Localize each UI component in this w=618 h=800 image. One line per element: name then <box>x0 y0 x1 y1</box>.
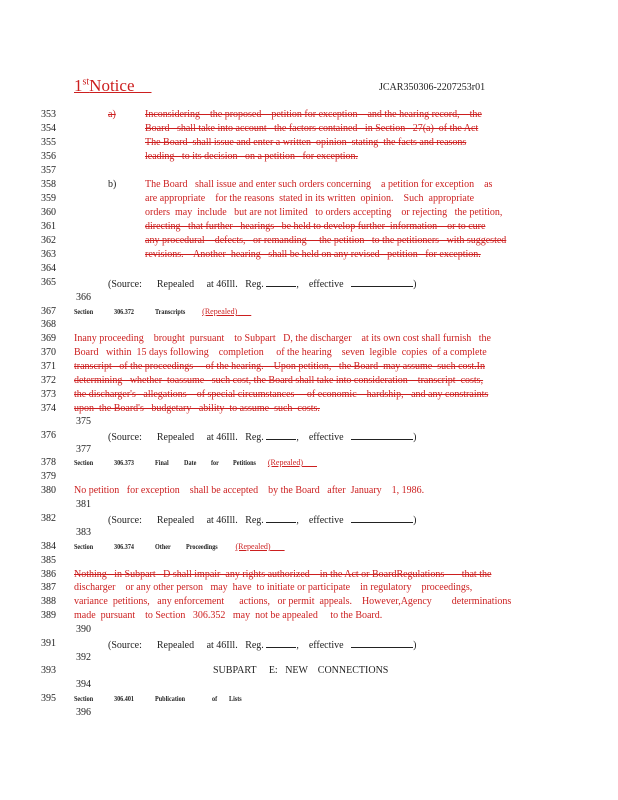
section-heading-372 <box>74 306 251 318</box>
para-b-label: b) <box>108 179 117 190</box>
other-line: discharger or any other person may have to initiate or participate in regulatory proceedings, <box>74 582 473 593</box>
transcripts-struck-line: upon the Board's budgetary ability to assume such costs. <box>74 403 320 414</box>
source-effective: effective <box>308 279 344 290</box>
para-b-line: orders may include but are not limited to orders accepting or rejecting the petition, <box>145 207 503 218</box>
line-number: 390 <box>76 624 91 635</box>
line-number: 369 <box>41 333 56 344</box>
section-status: (Repealed) <box>235 542 271 551</box>
section-title-word: Final <box>154 458 169 467</box>
source-at: at 46Ill. <box>206 640 238 651</box>
para-a-line: The Board shall issue and enter a written opinion stating the facts and reasons <box>145 137 467 148</box>
line-number: 394 <box>76 679 91 690</box>
source-close: ) <box>413 515 417 526</box>
source-repealed: Repealed <box>156 279 195 290</box>
section-word: Section <box>74 307 94 316</box>
source-effective: effective <box>308 515 344 526</box>
para-a-label: a) <box>108 109 116 120</box>
section-title-word: Petitions <box>233 458 257 467</box>
other-line: made pursuant to Section 306.352 may not be appealed to the Board. <box>74 610 383 621</box>
source-at: at 46Ill. <box>206 279 238 290</box>
line-number: 375 <box>76 416 91 427</box>
para-a-line: Board shall take into account the factors contained in Section 27(a) of the Act <box>145 123 479 134</box>
source-repealed: Repealed <box>156 432 195 443</box>
line-number: 376 <box>41 430 56 441</box>
line-number: 385 <box>41 555 56 566</box>
para-b-struck-line: revisions. Another hearing shall be held on any revised petition for exception. <box>145 249 481 260</box>
section-title-word: Lists <box>228 694 242 703</box>
source-comma: , <box>296 279 299 290</box>
line-number: 358 <box>41 179 56 190</box>
para-b-line: The Board shall issue and enter such orders concerning a petition for exception as <box>145 179 493 190</box>
notice-label <box>74 76 152 96</box>
line-number: 372 <box>41 375 56 386</box>
line-number: 366 <box>76 292 91 303</box>
line-number: 368 <box>41 319 56 330</box>
line-number: 388 <box>41 596 56 607</box>
source-reg: Reg. <box>245 279 264 290</box>
source-reg: Reg. <box>245 432 264 443</box>
section-number: 306.373 <box>113 458 134 467</box>
notice-word: Notice <box>89 76 135 95</box>
source-at: at 46Ill. <box>206 515 238 526</box>
section-title-word: Proceedings <box>186 542 219 551</box>
line-number: 371 <box>41 361 56 372</box>
source-repealed: Repealed <box>156 515 195 526</box>
transcripts-struck-line: the discharger's allegations of special circumstances of economic hardship, and any constraints <box>74 389 489 400</box>
section-number: 306.372 <box>113 307 134 316</box>
line-number: 354 <box>41 123 56 134</box>
section-word: Section <box>74 458 94 467</box>
para-a-line: Inconsidering the proposed petition for exception and the hearing record, the <box>145 109 482 120</box>
section-title-word: Publication <box>154 694 185 703</box>
line-number: 361 <box>41 221 56 232</box>
line-number: 384 <box>41 541 56 552</box>
source-note <box>108 277 416 291</box>
line-number: 377 <box>76 444 91 455</box>
section-word: Section <box>74 542 94 551</box>
line-number: 396 <box>76 707 91 718</box>
section-heading-374 <box>74 541 285 553</box>
section-heading-401 <box>74 693 244 705</box>
line-number: 378 <box>41 457 56 468</box>
line-number: 395 <box>41 693 56 704</box>
para-b-struck-line: directing that further hearings be held to develop further information or to cure <box>145 221 486 232</box>
line-number: 365 <box>41 277 56 288</box>
section-title: Transcripts <box>154 307 186 316</box>
section-title-word: Other <box>154 542 171 551</box>
line-number: 379 <box>41 471 56 482</box>
source-at: at 46Ill. <box>206 432 238 443</box>
source-comma: , <box>296 432 299 443</box>
line-number: 353 <box>41 109 56 120</box>
line-number: 373 <box>41 389 56 400</box>
source-note <box>108 638 416 652</box>
line-number: 374 <box>41 403 56 414</box>
source-effective: effective <box>308 432 344 443</box>
section-word: Section <box>74 694 94 703</box>
para-b-struck-line: any procedural defects, or remanding the petition to the petitioners with suggested <box>145 235 507 246</box>
source-close: ) <box>413 432 417 443</box>
other-struck-line: Nothing in Subpart D shall impair any rights authorized in the Act or BoardRegulations that the <box>74 569 492 580</box>
document-id: JCAR350306-2207253r01 <box>379 82 486 93</box>
source-close: ) <box>413 640 417 651</box>
source-comma: , <box>296 515 299 526</box>
line-number: 392 <box>76 652 91 663</box>
section-status: (Repealed) <box>202 307 238 316</box>
section-status: (Repealed) <box>267 458 303 467</box>
source-reg: Reg. <box>245 515 264 526</box>
line-number: 393 <box>41 665 56 676</box>
section-heading-373 <box>74 457 317 469</box>
line-number: 383 <box>76 527 91 538</box>
line-number: 357 <box>41 165 56 176</box>
para-b-line: are appropriate for the reasons stated in its written opinion. Such appropriate <box>145 193 475 204</box>
source-open: (Source: <box>108 640 142 651</box>
transcripts-line: Board within 15 days following completion of the hearing seven legible copies of a complete <box>74 347 487 358</box>
other-line: variance petitions, any enforcement actions, or permit appeals. However,Agency determinations <box>74 596 512 607</box>
line-number: 360 <box>41 207 56 218</box>
section-title-word: of <box>211 694 218 703</box>
section-title-word: for <box>211 458 220 467</box>
source-open: (Source: <box>108 279 142 290</box>
line-number: 355 <box>41 137 56 148</box>
line-number: 367 <box>41 306 56 317</box>
line-number: 356 <box>41 151 56 162</box>
source-effective: effective <box>308 640 344 651</box>
source-reg: Reg. <box>245 640 264 651</box>
line-number: 370 <box>41 347 56 358</box>
subpart-heading: SUBPART E: NEW CONNECTIONS <box>213 665 389 676</box>
line-number: 380 <box>41 485 56 496</box>
line-number: 391 <box>41 638 56 649</box>
notice-number: 1 <box>74 76 83 95</box>
line-number: 389 <box>41 610 56 621</box>
line-number: 362 <box>41 235 56 246</box>
section-number: 306.401 <box>113 694 134 703</box>
source-open: (Source: <box>108 432 142 443</box>
section-title-word: Date <box>183 458 197 467</box>
source-note <box>108 513 416 527</box>
line-number: 382 <box>41 513 56 524</box>
section-number: 306.374 <box>113 542 134 551</box>
final-date-text: No petition for exception shall be accepted by the Board after January 1, 1986. <box>74 485 425 496</box>
line-number: 363 <box>41 249 56 260</box>
source-note <box>108 430 416 444</box>
source-repealed: Repealed <box>156 640 195 651</box>
source-comma: , <box>296 640 299 651</box>
transcripts-struck-line: transcript of the proceedings of the hearing. Upon petition, the Board may assume such cost.In <box>74 361 486 372</box>
line-number: 386 <box>41 569 56 580</box>
transcripts-struck-line: determining whether toassume such cost, the Board shall take into consideration transcript costs, <box>74 375 484 386</box>
source-close: ) <box>413 279 417 290</box>
line-number: 359 <box>41 193 56 204</box>
line-number: 387 <box>41 582 56 593</box>
para-a-line: leading to its decision on a petition for exception. <box>145 151 359 162</box>
source-open: (Source: <box>108 515 142 526</box>
transcripts-line: Inany proceeding brought pursuant to Subpart D, the discharger at its own cost shall furnish the <box>74 333 491 344</box>
notice-superscript: st <box>82 76 90 88</box>
line-number: 381 <box>76 499 91 510</box>
line-number: 364 <box>41 263 56 274</box>
